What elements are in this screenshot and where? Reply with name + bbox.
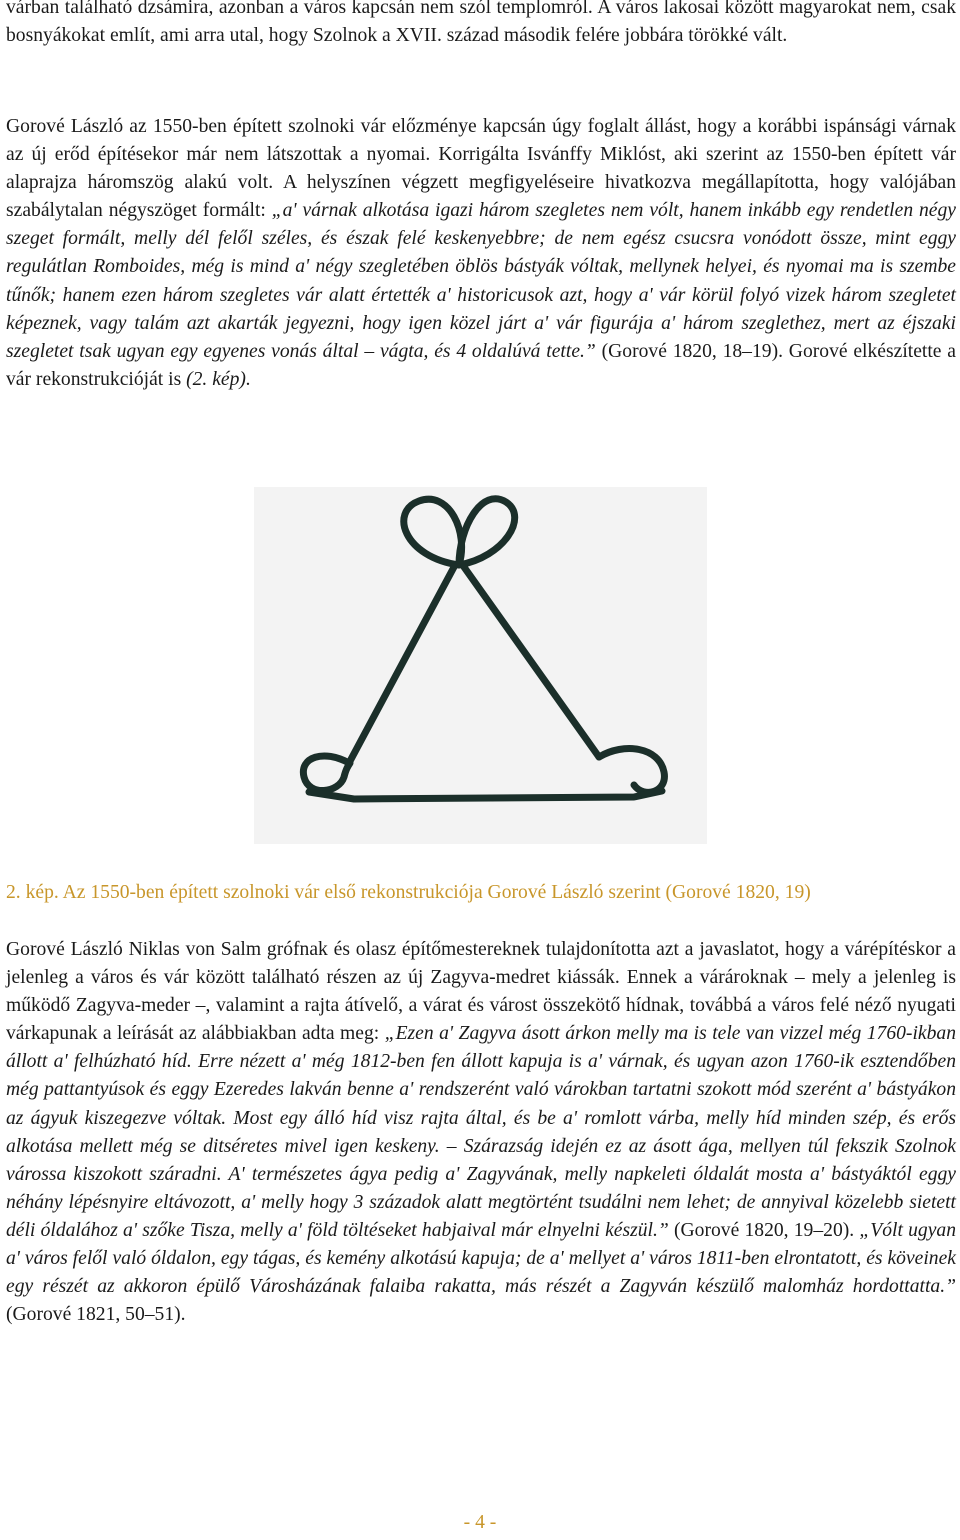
page-number: - 4 - <box>463 1512 497 1533</box>
castle-reconstruction-figure <box>254 487 707 844</box>
figure-caption: 2. kép. Az 1550-ben épített szolnoki vár első rekonstrukciója Gorové László szerint (Gorové 1820, 19) <box>6 882 811 903</box>
east-wall <box>464 567 599 757</box>
paragraph-text: Gorové László Niklas von Salm grófnak és olasz építőmestereknek tulajdonította azt a javaslatot, hogy a várépítéskor a jelenleg a város és vár között található részen az új Zagyva-medret kiássák. Ennek a várároknak – mely a jelenleg is működő Zagyva-meder –, valamint a rajta átívelő, a várat és várost összekötő hídnak, továbbá a város felé néző nyugati várkapunak a leírását az alábbiakban adta meg: <box>6 939 956 1045</box>
castle-plan-drawing <box>254 487 707 844</box>
south-west-bastion <box>303 756 350 791</box>
south-east-bastion <box>599 749 664 793</box>
north-west-bastion <box>404 499 462 565</box>
paragraph-gorove-castle <box>6 113 956 394</box>
figure-reference: (2. kép). <box>186 368 251 390</box>
paragraph-intro <box>6 0 956 50</box>
west-wall <box>349 567 454 763</box>
paragraph-zagyva-bed <box>6 936 956 1329</box>
paragraph-text: Gorové László az 1550-ben épített szolnoki vár előzménye kapcsán úgy foglalt állást, hogy a korábbi ispánsági várnak az új erőd építésekor már nem látszottak a nyomai. Korrigálta Isvánffy Miklóst, aki szerint az 1550-ben épített vár alaprajza háromszög alakú volt. A helyszínen végzett megfigyeléseire hivatkozva megállapította, hogy valójában szabálytalan négyszöget formált: <box>6 116 956 222</box>
quotation-italic: „Ezen a' Zagyva ásott árkon melly ma is tele van vizzel még 1760-ikban állott a' felhúzható híd. Erre nézett a' még 1812-ben fen állott kapuja is a' várnak, és ugyan azon 1760-ik esztendőben még pattantyúsok és eggy Ezeredes lakván benne a' rendszerént való várokban tartatni szokott mód szerént a' bástyákon az ágyuk kiszegezve vóltak. Most egy álló híd visz rajta által, és be a' romlott várba, melly híd minden szép, és erős alkotása mellett még se ditséretes mivel igen keskeny. – Szárazság idején ez az ásott ága, mellyen túl fekszik Szolnok várossa kiszokott száradni. A' természetes ágya pedig a' Zagyvának, melly napkeleti óldalát mosta a' bástyáktól eggy néhány lépésnyire eltávozott, a' melly hogy 3 századok alatt megtörtént tsudálni nem lehet; de annyival közelebb sietett déli óldalához a' szőke Tisza, melly a' föld töltéseket habjaival már elnyelni készül.” <box>6 1023 956 1241</box>
north-east-bastion <box>459 499 515 565</box>
quotation-italic: „a' várnak alkotása igazi három szegletes nem vólt, hanem inkább egy rendetlen négy szeget formált, melly dél felől széles, és észak felé keskenyebbre; de nem egész csucsra vonódott össze, mint eggy regulátlan Romboides, még is mind a' négy szegletében öblös bástyák vóltak, mellynek helyei, és nyomai ma is szembe tűnők; hanem ezen három szegletes vár alatt értették a' historicusok azt, hogy a' vár körül folyó vizek három szegletet képeznek, vagy talám azt akarták jegyezni, hogy igen közel járt a' vár figurája a' három szeglethez, mert az éjszaki szegletet tsak ugyan egy egyenes vonás által – vágta, és 4 oldalúvá tette.” <box>6 200 956 362</box>
paragraph-intro-text: várban található dzsámira, azonban a város kapcsán nem szól templomról. A város lakosai között magyarokat nem, csak bosnyákokat említ, ami arra utal, hogy Szolnok a XVII. század második felére jobbára törökké vált. <box>6 0 956 47</box>
south-wall <box>309 791 662 799</box>
citation-text: (Gorové 1821, 50–51). <box>6 1304 186 1326</box>
quotation-italic: „Vólt ugyan a' város felől való óldalon, egy tágas, és kemény alkotású kapuja; de a' mellyet a' város 1811-ben elrontatott, és köveinek egy részét az akkoron épülő Városházának falaiba rakatta, más részét a Zagyván készülő malomház hordottatta.” <box>6 1219 956 1298</box>
citation-text: (Gorové 1820, 19–20). <box>668 1219 860 1241</box>
citation-text: (Gorové 1820, 18–19). Gorové elkészítette a vár rekonstrukcióját is <box>6 340 956 390</box>
